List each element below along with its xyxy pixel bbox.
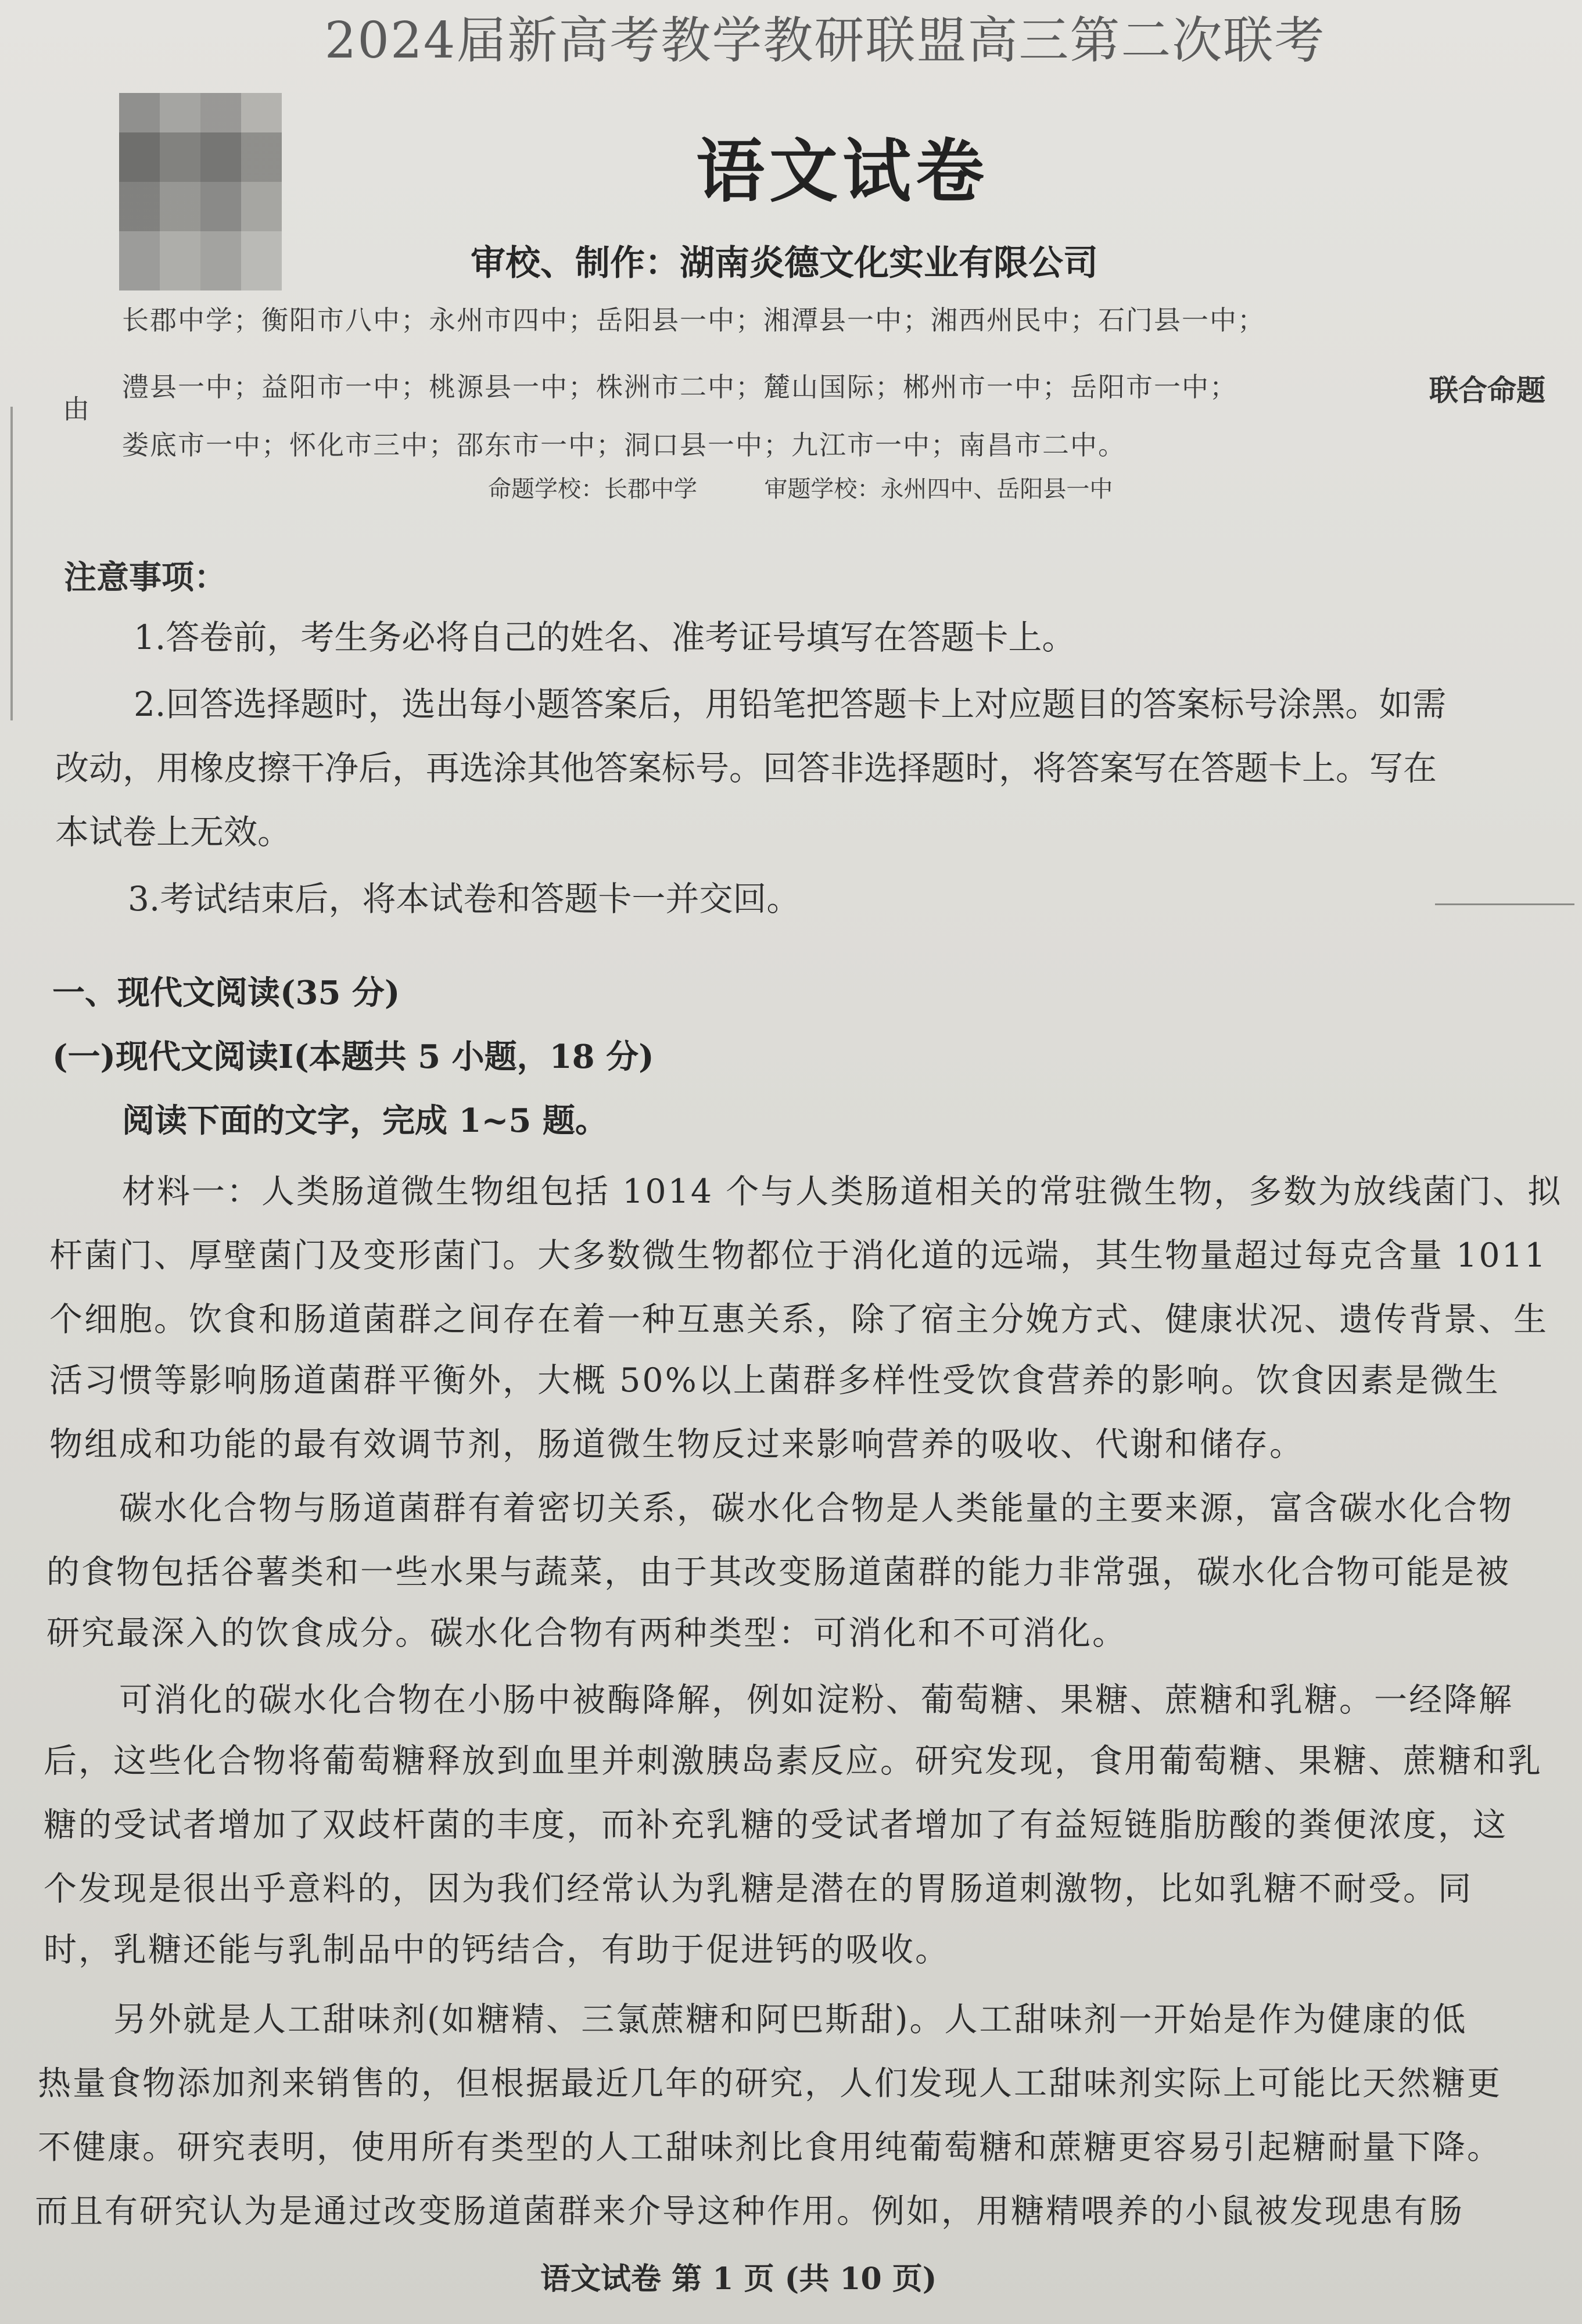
note-line-2: 2.回答选择题时，选出每小题答案后，用铅笔把答题卡上对应题目的答案标号涂黑。如需 bbox=[134, 684, 1447, 724]
note-line-4: 本试卷上无效。 bbox=[55, 812, 292, 852]
producer-line: 审校、制作：湖南炎德文化实业有限公司 bbox=[471, 243, 1098, 284]
school-list-line-3: 娄底市一中；怀化市三中；邵东市一中；洞口县一中；九江市一中；南昌市二中。 bbox=[122, 429, 1126, 461]
section-title: 一、现代文阅读(35 分) bbox=[52, 974, 400, 1012]
passage-line-13: 时，乳糖还能与乳制品中的钙结合，有助于促进钙的吸收。 bbox=[44, 1931, 950, 1969]
reading-instruction: 阅读下面的文字，完成 1~5 题。 bbox=[122, 1102, 608, 1140]
school-list-prefix: 由 bbox=[63, 393, 89, 425]
blurred-photo bbox=[119, 93, 282, 290]
passage-line-1: 材料一：人类肠道微生物组包括 1014 个与人类肠道相关的常驻微生物，多数为放线菌门、拟 bbox=[122, 1172, 1563, 1211]
passage-line-17: 而且有研究认为是通过改变肠道菌群来介导这种作用。例如，用糖精喂养的小鼠被发现患有肠 bbox=[35, 2192, 1464, 2230]
passage-line-6: 碳水化合物与肠道菌群有着密切关系，碳水化合物是人类能量的主要来源，富含碳水化合物 bbox=[119, 1489, 1513, 1527]
note-line-3: 改动，用橡皮擦干净后，再选涂其他答案标号。回答非选择题时，将答案写在答题卡上。写在 bbox=[55, 748, 1437, 788]
school-list-line-2: 澧县一中；益阳市一中；桃源县一中；株洲市二中；麓山国际；郴州市一中；岳阳市一中； bbox=[122, 371, 1237, 403]
note-line-1: 1.答卷前，考生务必将自己的姓名、准考证号填写在答题卡上。 bbox=[134, 618, 1076, 657]
school-list-line-1: 长郡中学；衡阳市八中；永州市四中；岳阳县一中；湘潭县一中；湘西州民中；石门县一中； bbox=[122, 304, 1265, 336]
passage-line-14: 另外就是人工甜味剂(如糖精、三氯蔗糖和阿巴斯甜)。人工甜味剂一开始是作为健康的低 bbox=[113, 2000, 1468, 2039]
proposing-reviewing-schools bbox=[488, 471, 1113, 504]
passage-line-8: 研究最深入的饮食成分。碳水化合物有两种类型：可消化和不可消化。 bbox=[46, 1614, 1127, 1652]
proposing-school: 命题学校：长郡中学 bbox=[488, 476, 697, 503]
exam-title: 语文试卷 bbox=[695, 131, 989, 211]
subsection-title: (一)现代文阅读Ⅰ(本题共 5 小题，18 分) bbox=[52, 1038, 654, 1076]
joint-proposition-label: 联合命题 bbox=[1429, 373, 1545, 407]
passage-line-16: 不健康。研究表明，使用所有类型的人工甜味剂比食用纯葡萄糖和蔗糖更容易引起糖耐量下降。 bbox=[38, 2128, 1502, 2167]
divider-line bbox=[1435, 903, 1574, 905]
reviewing-school: 审题学校：永州四中、岳阳县一中 bbox=[764, 476, 1113, 503]
page-footer: 语文试卷 第 1 页 (共 10 页) bbox=[540, 2261, 937, 2297]
binding-edge-mark bbox=[10, 407, 13, 720]
exam-header: 2024届新高考教学教研联盟高三第二次联考 bbox=[324, 12, 1326, 70]
note-line-5: 3.考试结束后，将本试卷和答题卡一并交回。 bbox=[128, 879, 801, 919]
passage-line-10: 后，这些化合物将葡萄糖释放到血里并刺激胰岛素反应。研究发现，食用葡萄糖、果糖、蔗糖和乳 bbox=[44, 1742, 1542, 1780]
passage-line-12: 个发现是很出乎意料的，因为我们经常认为乳糖是潜在的胃肠道刺激物，比如乳糖不耐受。同 bbox=[44, 1870, 1473, 1908]
passage-line-7: 的食物包括谷薯类和一些水果与蔬菜，由于其改变肠道菌群的能力非常强，碳水化合物可能是被 bbox=[46, 1553, 1511, 1591]
passage-line-5: 物组成和功能的最有效调节剂，肠道微生物反过来影响营养的吸收、代谢和储存。 bbox=[49, 1425, 1304, 1464]
passage-line-15: 热量食物添加剂来销售的，但根据最近几年的研究，人们发现人工甜味剂实际上可能比天然糖更 bbox=[38, 2064, 1502, 2103]
passage-line-2: 杆菌门、厚壁菌门及变形菌门。大多数微生物都位于消化道的远端，其生物量超过每克含量 1011 bbox=[49, 1236, 1548, 1275]
passage-line-9: 可消化的碳水化合物在小肠中被酶降解，例如淀粉、葡萄糖、果糖、蔗糖和乳糖。一经降解 bbox=[119, 1681, 1513, 1719]
notes-title: 注意事项： bbox=[64, 558, 227, 597]
passage-line-3: 个细胞。饮食和肠道菌群之间存在着一种互惠关系，除了宿主分娩方式、健康状况、遗传背景、生 bbox=[49, 1300, 1548, 1339]
passage-line-11: 糖的受试者增加了双歧杆菌的丰度，而补充乳糖的受试者增加了有益短链脂肪酸的粪便浓度，这 bbox=[44, 1806, 1508, 1844]
passage-line-4: 活习惯等影响肠道菌群平衡外，大概 50%以上菌群多样性受饮食营养的影响。饮食因素是微生 bbox=[49, 1361, 1500, 1400]
